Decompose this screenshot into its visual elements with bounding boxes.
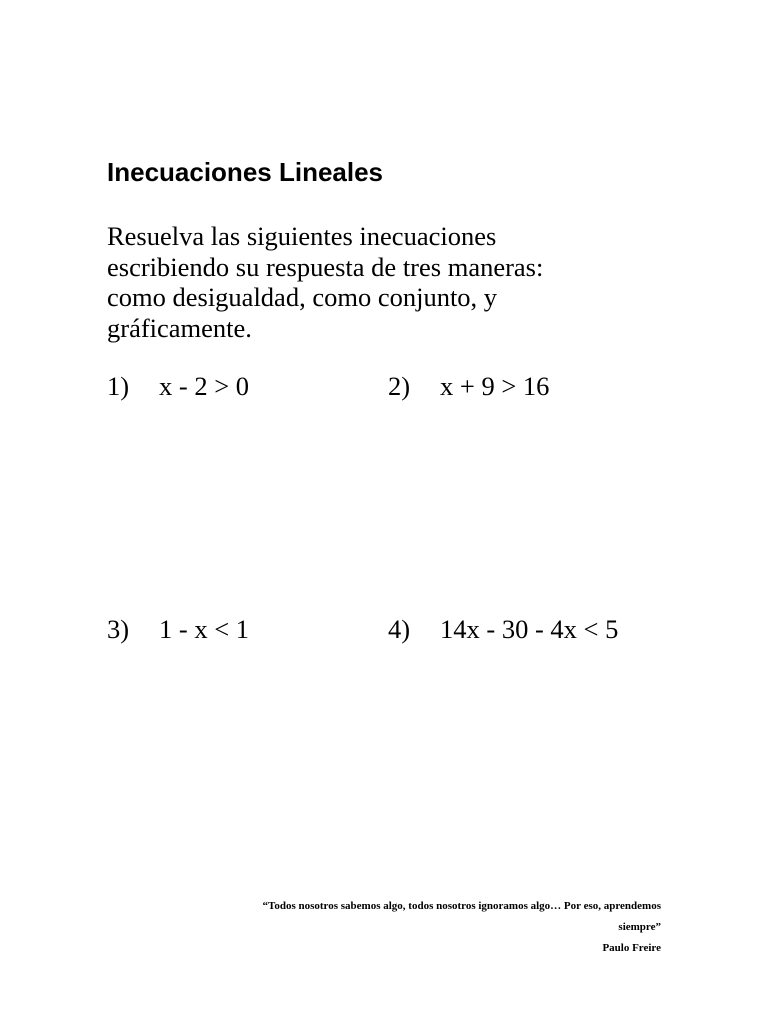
instructions-paragraph (107, 221, 667, 343)
problem-expression: x - 2 > 0 (159, 371, 250, 401)
quote-block (121, 896, 661, 959)
problem-number: 2) (388, 371, 411, 401)
problem-3 (107, 613, 249, 645)
instructions-line: como desigualdad, como conjunto, y (107, 282, 498, 312)
problem-number: 3) (107, 614, 130, 644)
quote-author: Paulo Freire (602, 942, 661, 954)
instructions-line: escribiendo su respuesta de tres maneras: (107, 251, 544, 282)
quote-text-line: “Todos nosotros sabemos algo, todos nosotros ignoramos algo… Por eso, aprendemos (262, 900, 661, 912)
page-title: Inecuaciones Lineales (107, 157, 384, 187)
problem-expression: 14x - 30 - 4x < 5 (440, 614, 619, 644)
problem-1 (107, 370, 249, 402)
quote-text-line: siempre” (618, 921, 661, 933)
instructions-line: Resuelva las siguientes inecuaciones (107, 221, 497, 251)
problem-2 (388, 370, 549, 402)
problem-expression: x + 9 > 16 (440, 371, 550, 401)
problem-4 (388, 613, 618, 645)
problem-number: 4) (388, 614, 411, 644)
instructions-line: gráficamente. (107, 312, 252, 343)
problem-number: 1) (107, 371, 130, 401)
problem-expression: 1 - x < 1 (159, 614, 250, 644)
